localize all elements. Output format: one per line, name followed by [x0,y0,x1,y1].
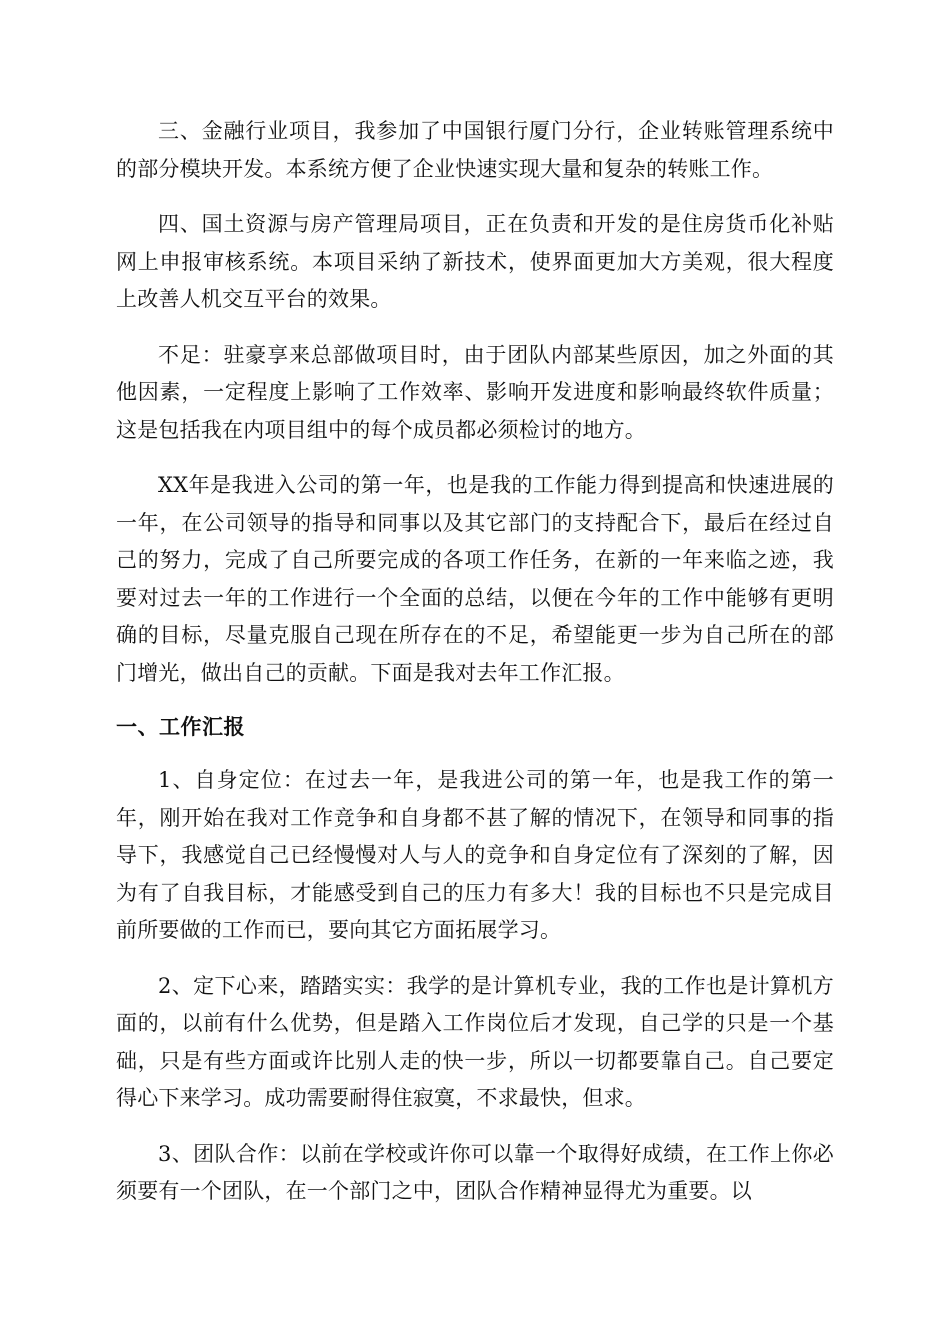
paragraph-self-positioning: 1、自身定位：在过去一年，是我进公司的第一年，也是我工作的第一年，刚开始在我对工作竞争和自身都不甚了解的情况下，在领导和同事的指导下，我感觉自己已经慢慢对人与人的竞争和自身定位有了深刻的了解，因为有了自我目标，才能感受到自己的压力有多大！我的目标也不只是完成目前所要做的工作而已，要向其它方面拓展学习。 [116,768,834,942]
paragraph-year-overview: XX年是我进入公司的第一年，也是我的工作能力得到提高和快速进展的一年，在公司领导的指导和同事以及其它部门的支持配合下，最后在经过自己的努力，完成了自己所要完成的各项工作任务，在新的一年来临之迹，我要对过去一年的工作进行一个全面的总结，以便在今年的工作中能够有更明确的目标，尽量克服自己现在所存在的不足，希望能更一步为自己所在的部门增光，做出自己的贡献。下面是我对去年工作汇报。 [116,473,834,685]
paragraph-land-resources-project: 四、国土资源与房产管理局项目，正在负责和开发的是住房货币化补贴网上申报审核系统。本项目采纳了新技术，使界面更加大方美观，很大程度上改善人机交互平台的效果。 [116,212,834,311]
paragraph-financial-project: 三、金融行业项目，我参加了中国银行厦门分行，企业转账管理系统中的部分模块开发。本系统方便了企业快速实现大量和复杂的转账工作。 [116,119,834,181]
section-heading-work-report: 一、工作汇报 [116,715,245,739]
document-body [116,113,834,1229]
paragraph-shortcomings: 不足：驻豪享来总部做项目时，由于团队内部某些原因，加之外面的其他因素，一定程度上影响了工作效率、影响开发进度和影响最终软件质量；这是包括我在内项目组中的每个成员都必须检讨的地方。 [116,342,834,442]
paragraph-settle-down: 2、定下心来，踏踏实实：我学的是计算机专业，我的工作也是计算机方面的，以前有什么优势，但是踏入工作岗位后才发现，自己学的只是一个基础，只是有些方面或许比别人走的快一步，所以一切都要靠自己。自己要定得心下来学习。成功需要耐得住寂寞，不求最快，但求。 [116,973,834,1110]
paragraph-teamwork: 3、团队合作：以前在学校或许你可以靠一个取得好成绩，在工作上你必须要有一个团队，在一个部门之中，团队合作精神显得尤为重要。以 [116,1141,834,1203]
